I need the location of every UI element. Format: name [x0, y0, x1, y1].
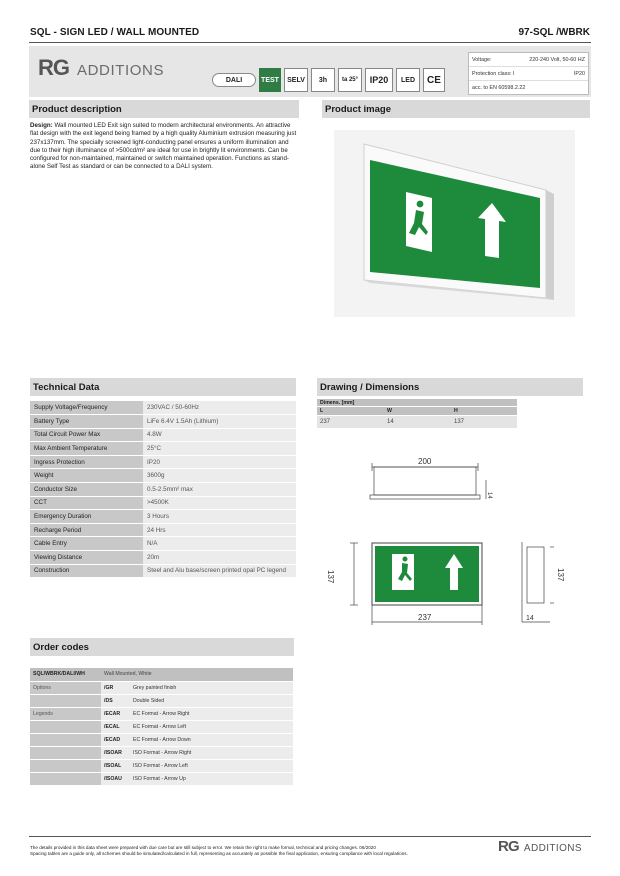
section-drawing-dimensions: Drawing / Dimensions [317, 378, 583, 396]
spec-label: Protection class: I [472, 70, 515, 77]
order-group [30, 694, 101, 707]
order-group [30, 772, 101, 785]
dimensions-table [317, 399, 517, 429]
footer-logo [498, 838, 582, 855]
dim-header-l: L [317, 407, 384, 416]
tech-value: 20m [143, 551, 296, 565]
tech-key: Construction [30, 564, 143, 578]
tech-key: Ingress Protection [30, 455, 143, 469]
certification-icons [212, 68, 445, 92]
order-codes-table [30, 668, 293, 786]
section-order-codes: Order codes [30, 638, 294, 656]
spec-row [469, 67, 588, 81]
order-desc: Double Sided [130, 694, 293, 707]
order-group [30, 759, 101, 772]
table-row [30, 496, 296, 510]
order-desc: EC Format - Arrow Right [130, 707, 293, 720]
table-row [30, 401, 296, 415]
spec-label: Voltage: [472, 56, 492, 63]
order-suffix: /ECAR [101, 707, 130, 720]
order-desc: EC Format - Arrow Down [130, 733, 293, 746]
tech-key: Conductor Size [30, 483, 143, 497]
order-desc: ISO Format - Arrow Right [130, 746, 293, 759]
order-desc: EC Format - Arrow Left [130, 720, 293, 733]
tech-value: N/A [143, 537, 296, 551]
tech-value: 230VAC / 50-60Hz [143, 401, 296, 415]
sign-legend-panel [375, 546, 479, 602]
dimensions-header-row [317, 407, 517, 416]
tech-key: Battery Type [30, 415, 143, 429]
table-row [30, 442, 296, 456]
order-suffix: /ISOAU [101, 772, 130, 785]
tech-value: Steel and Alu base/screen printed opal PC legend [143, 564, 296, 578]
footer-brand-rg: RG [498, 838, 519, 855]
led-icon: LED [396, 68, 420, 92]
table-row [30, 415, 296, 429]
dim-label-top-depth: 14 [486, 492, 492, 499]
spec-value: IP20 [573, 70, 585, 77]
spec-value: 220-240 Volt, 50-60 HZ [529, 56, 585, 63]
dim-value-w: 14 [384, 416, 451, 429]
description-lead: Design: [30, 122, 53, 129]
order-group [30, 720, 101, 733]
tech-key: Supply Voltage/Frequency [30, 401, 143, 415]
dim-label-side-height: 137 [556, 568, 565, 582]
order-suffix: /ECAD [101, 733, 130, 746]
footer-divider [29, 836, 591, 837]
dim-label-front-width: 237 [418, 613, 432, 622]
temperature-icon: ta 25° [338, 68, 362, 92]
order-desc: Grey painted finish [130, 681, 293, 694]
dimensions-value-row [317, 416, 517, 429]
footer-line-2: Spacing tables are a guide only, all schemes should be simulated/calculated in full, representing as accurately as possible the final application, ensuring compliance with local regulations. [30, 851, 408, 857]
exit-sign-photo [334, 130, 575, 317]
spec-label: acc. to EN 60598.2.22 [472, 85, 526, 91]
tech-value: 4.8W [143, 428, 296, 442]
table-row [30, 469, 296, 483]
table-row [30, 537, 296, 551]
table-row [30, 746, 293, 759]
header-divider [29, 42, 591, 43]
dimensions-header-row [317, 399, 517, 407]
footer-disclaimer [30, 845, 495, 857]
brand-rg: RG [38, 55, 69, 80]
table-row [30, 681, 293, 694]
order-group: Options [30, 681, 101, 694]
table-row [30, 428, 296, 442]
tech-value: 3 Hours [143, 510, 296, 524]
section-product-image: Product image [322, 100, 590, 118]
section-product-description: Product description [29, 100, 299, 118]
product-image [334, 130, 575, 317]
order-suffix: /GR [101, 681, 130, 694]
order-suffix: /ECAL [101, 720, 130, 733]
tech-key: Cable Entry [30, 537, 143, 551]
dim-label-front-height: 137 [326, 570, 335, 584]
table-row [30, 510, 296, 524]
tech-value: 24 Hrs [143, 523, 296, 537]
table-row [30, 564, 296, 578]
order-desc: ISO Format - Arrow Left [130, 759, 293, 772]
ip20-icon: IP20 [365, 68, 393, 92]
table-row [30, 551, 296, 565]
table-row [30, 694, 293, 707]
tech-key: Recharge Period [30, 523, 143, 537]
section-technical-data: Technical Data [30, 378, 296, 396]
dali-icon: DALI [212, 73, 256, 87]
dimensions-title: Dimens. [mm] [317, 399, 517, 407]
order-group: Legends [30, 707, 101, 720]
table-row [30, 720, 293, 733]
product-code: 97-SQL /WBRK [518, 27, 590, 38]
dim-value-l: 237 [317, 416, 384, 429]
footer-line-1: The details provided in this data sheet were prepared with due care but are still subject to error. We retain the right to make formal, technical and pricing changes. 06/2020 [30, 845, 376, 850]
tech-key: Viewing Distance [30, 551, 143, 565]
order-header-row [30, 668, 293, 681]
table-row [30, 483, 296, 497]
table-row [30, 523, 296, 537]
page-title: SQL - SIGN LED / WALL MOUNTED [30, 27, 200, 38]
tech-value: 3600g [143, 469, 296, 483]
spec-row [469, 53, 588, 67]
order-suffix: /ISOAR [101, 746, 130, 759]
tech-key: Total Circuit Power Max [30, 428, 143, 442]
order-group [30, 733, 101, 746]
order-suffix: /DS [101, 694, 130, 707]
table-row [30, 759, 293, 772]
footer-brand-additions: ADDITIONS [523, 843, 582, 854]
technical-data-table [30, 401, 296, 578]
dim-header-w: W [384, 407, 451, 416]
order-suffix: /ISOAL [101, 759, 130, 772]
tech-value: LiFe 6.4V 1.5Ah (Lithium) [143, 415, 296, 429]
table-row [30, 707, 293, 720]
tech-key: CCT [30, 496, 143, 510]
tech-value: >4500K [143, 496, 296, 510]
3h-icon: 3h [311, 68, 335, 92]
order-group [30, 746, 101, 759]
dimension-drawing [326, 450, 590, 630]
dim-value-h: 137 [451, 416, 517, 429]
brand-additions: ADDITIONS [77, 62, 165, 79]
order-base-desc: Wall Mounted, White [101, 668, 293, 681]
table-row [30, 772, 293, 785]
self-test-icon: TEST [259, 68, 281, 92]
tech-value: 0.5-2.5mm² max [143, 483, 296, 497]
selv-icon: SELV [284, 68, 308, 92]
table-row [30, 455, 296, 469]
ce-icon: CE [423, 68, 445, 92]
tech-value: IP20 [143, 455, 296, 469]
description-body: Wall mounted LED Exit sign suited to modern architectural environments. An attractive flat design with the exit legend being framed by a high quality Aluminium extrusion measuring just 237x137mm. The specially screened light-conducting panel ensures a uniform illumination and due to their high illuminance of >500cd/m² are ideal for use in brightly lit environments. Can be configured for non-maintained, maintained or switch maintained operation. Functions as stand-alone Self Test as standard or can be connected to a DALI system. [30, 122, 297, 171]
order-desc: ISO Format - Arrow Up [130, 772, 293, 785]
spec-box [468, 52, 589, 95]
dim-label-top-width: 200 [418, 457, 432, 466]
description-text [30, 122, 300, 172]
dim-header-h: H [451, 407, 517, 416]
table-row [30, 733, 293, 746]
tech-key: Emergency Duration [30, 510, 143, 524]
order-base-code: SQL/WBRK/DALI/WH [30, 668, 101, 681]
dim-label-side-depth: 14 [526, 615, 534, 622]
tech-value: 25°C [143, 442, 296, 456]
spec-row [469, 81, 588, 95]
tech-key: Weight [30, 469, 143, 483]
tech-key: Max Ambient Temperature [30, 442, 143, 456]
brand-logo [38, 55, 164, 81]
